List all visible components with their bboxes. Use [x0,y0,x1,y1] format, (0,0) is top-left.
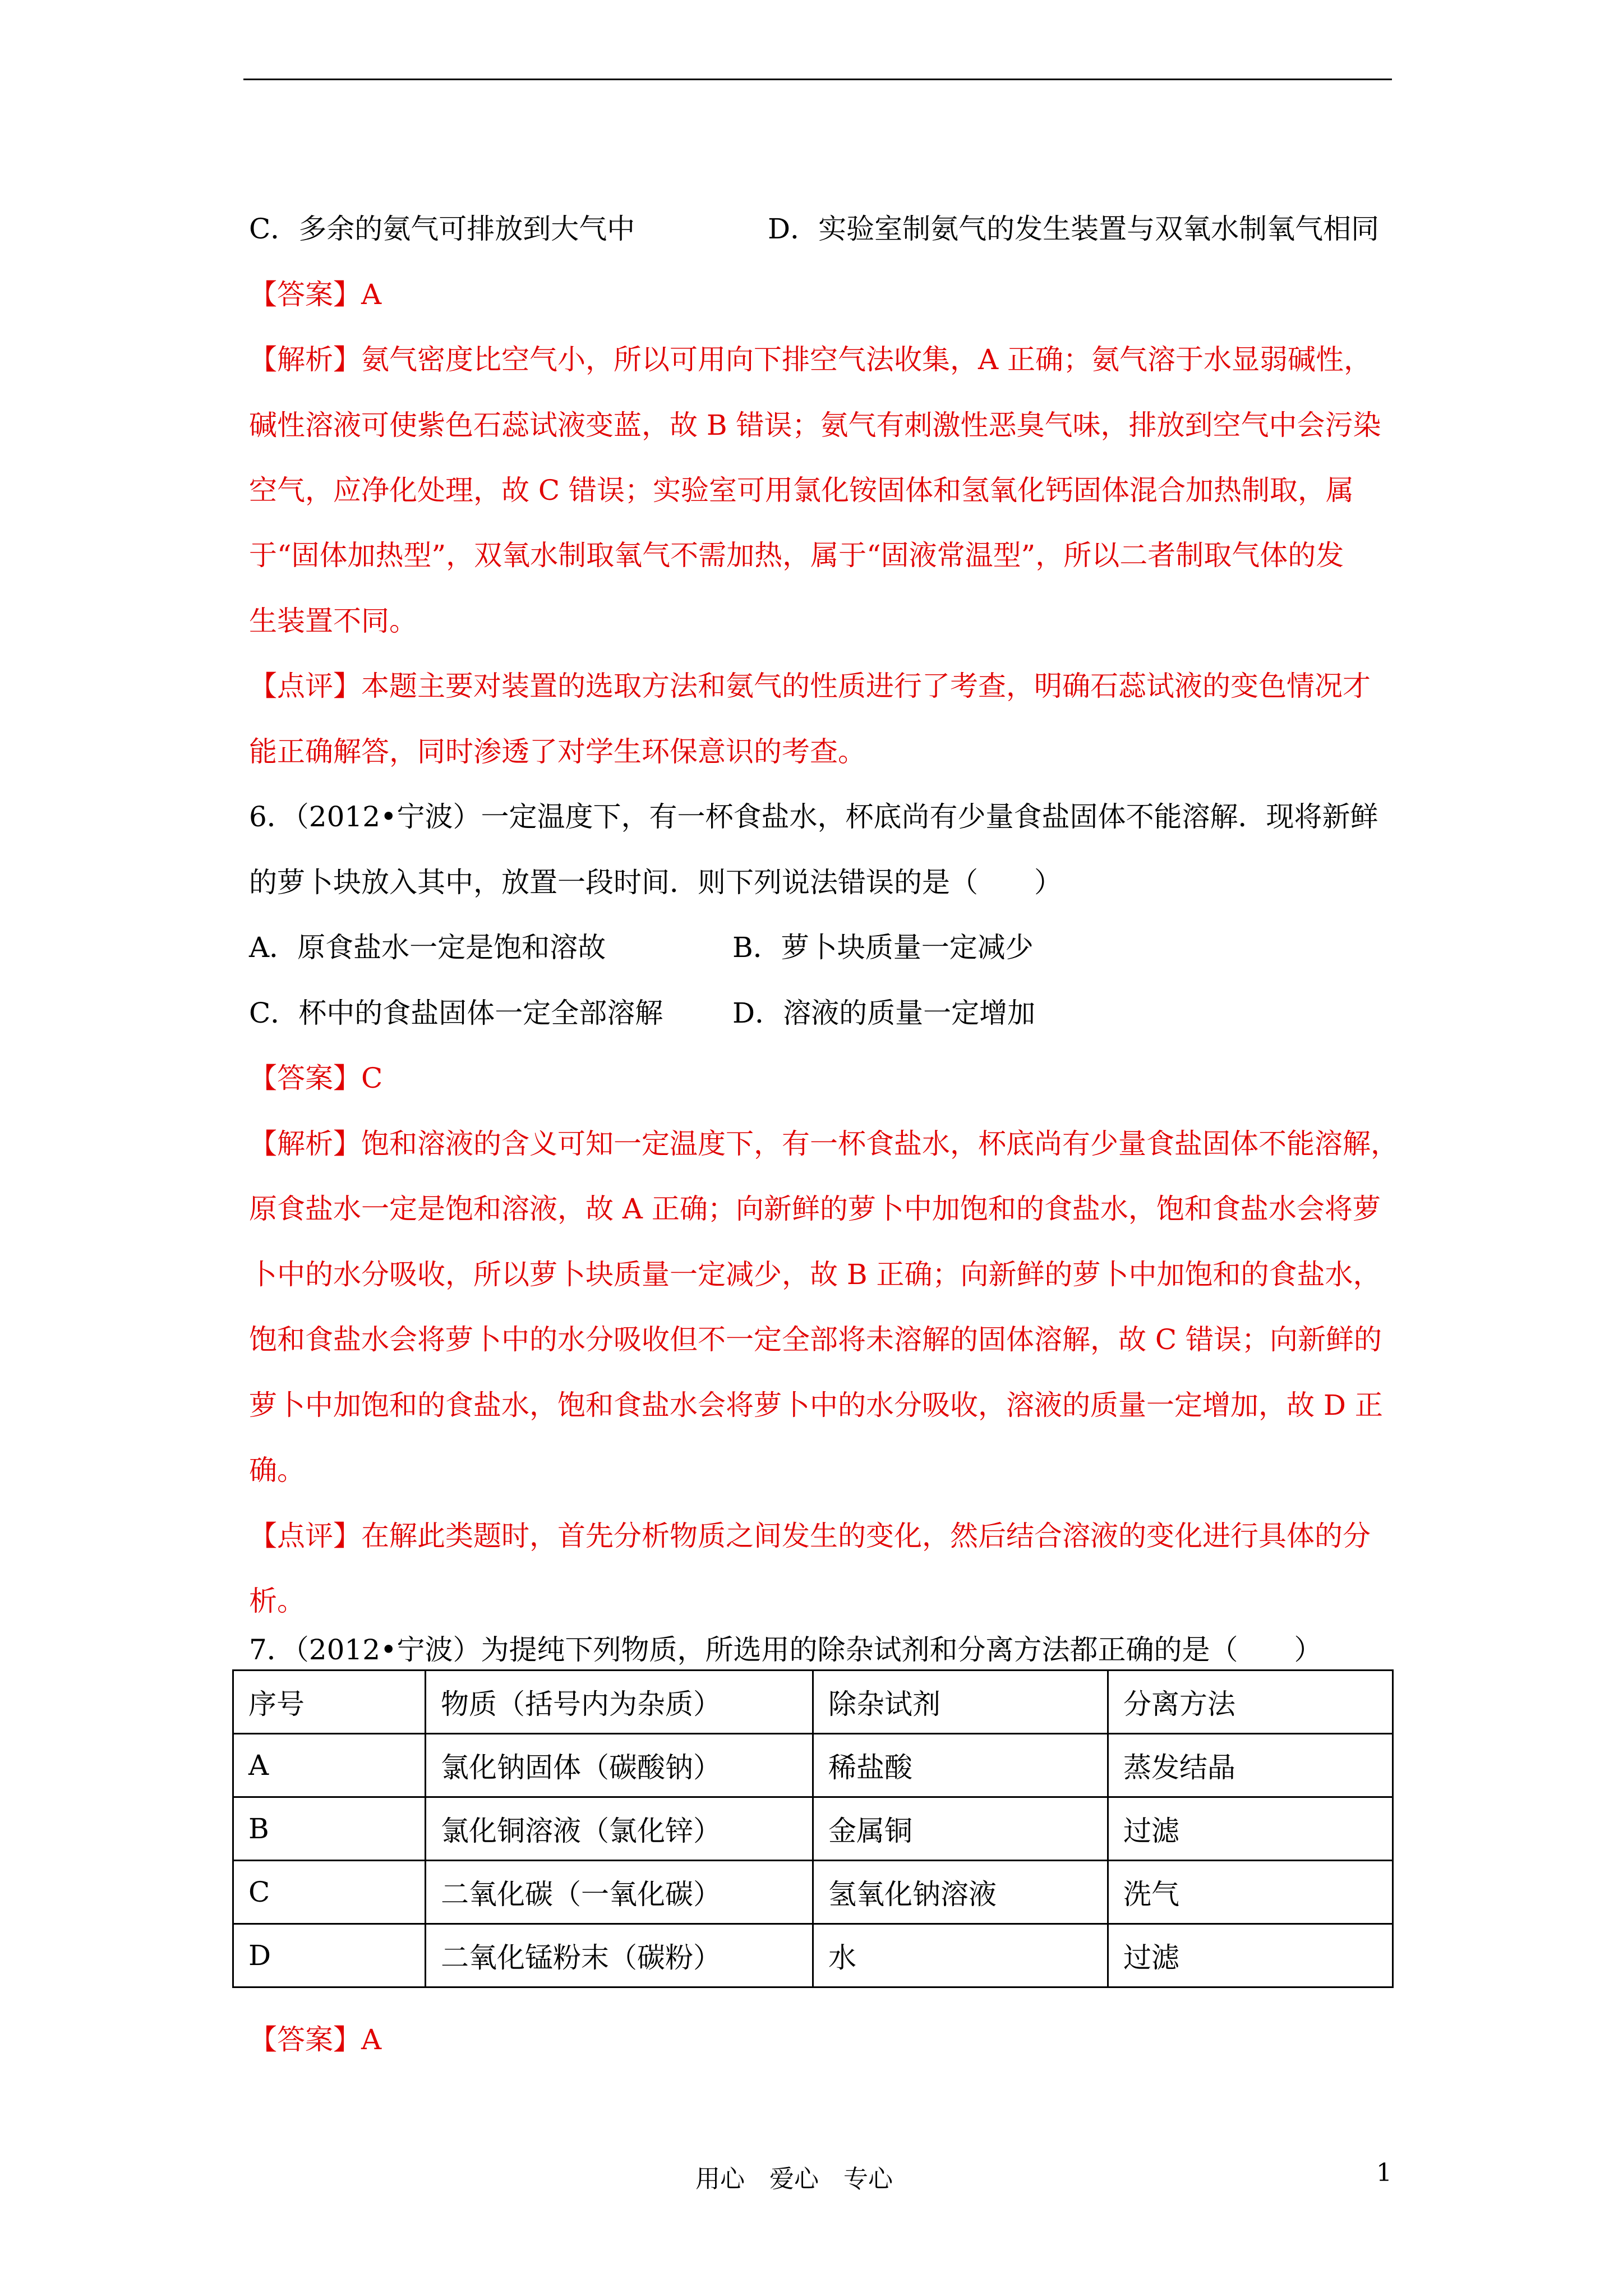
analysis-tag: 【解析】 [249,1128,361,1160]
table-cell: 蒸发结晶 [1108,1734,1393,1797]
q6-option-b: B．萝卜块质量一定减少 [732,931,1034,964]
answer-value: A [361,278,382,311]
table-row [233,1861,1393,1924]
q5-analysis-line: 生装置不同。 [249,605,417,637]
page-number: 1 [1376,2159,1392,2187]
table-row [233,1734,1393,1797]
table-cell: C [233,1861,426,1924]
q6-analysis-line: 饱和食盐水会将萝卜中的水分吸收但不一定全部将未溶解的固体溶解，故 C 错误；向新鲜的 [249,1323,1382,1356]
table-header-cell: 物质（括号内为杂质） [426,1671,813,1734]
answer-value: A [361,2023,382,2056]
table-cell: 过滤 [1108,1924,1393,1987]
q6-option-c: C．杯中的食盐固体一定全部溶解 [249,997,663,1029]
q6-analysis-line [249,1127,1399,1161]
q7-stem: 7．（2012•宁波）为提纯下列物质，所选用的除杂试剂和分离方法都正确的是（ ） [249,1634,1322,1666]
q6-analysis-line: 确。 [249,1454,305,1487]
q5-analysis-line: 碱性溶液可使紫色石蕊试液变蓝，故 B 错误；氨气有刺激性恶臭气味，排放到空气中会污染 [249,409,1381,441]
table-header-cell: 分离方法 [1108,1671,1393,1734]
q6-answer [249,1061,382,1095]
q5-option-c: C．多余的氨气可排放到大气中 [249,213,635,245]
answer-tag: 【答案】 [249,1062,361,1094]
q5-analysis-line [249,343,1372,376]
table-header-row [233,1671,1393,1734]
table-cell: 金属铜 [813,1797,1108,1861]
table-cell: 氢氧化钠溶液 [813,1861,1108,1924]
comment-text: 在解此类题时，首先分析物质之间发生的变化，然后结合溶液的变化进行具体的分 [361,1520,1371,1552]
q6-analysis-line: 卜中的水分吸收，所以萝卜块质量一定减少，故 B 正确；向新鲜的萝卜中加饱和的食盐水， [249,1258,1381,1291]
table-row [233,1797,1393,1861]
answer-value: C [361,1062,383,1094]
analysis-tag: 【解析】 [249,343,361,376]
q6-option-a: A．原食盐水一定是饱和溶故 [249,931,606,964]
q6-analysis-line: 原食盐水一定是饱和溶液，故 A 正确；向新鲜的萝卜中加饱和的食盐水，饱和食盐水会将萝 [249,1193,1381,1225]
table-header-cell: 除杂试剂 [813,1671,1108,1734]
answer-tag: 【答案】 [249,278,361,311]
analysis-text: 饱和溶液的含义可知一定温度下，有一杯食盐水，杯底尚有少量食盐固体不能溶解， [361,1128,1399,1160]
q7-options-table [232,1669,1394,1988]
q6-stem-line: 6．（2012•宁波）一定温度下，有一杯食盐水，杯底尚有少量食盐固体不能溶解．现将新鲜 [249,800,1378,833]
q7-answer [249,2023,381,2056]
table-cell: 水 [813,1924,1108,1987]
table-cell: D [233,1924,426,1987]
analysis-text: 氨气密度比空气小，所以可用向下排空气法收集，A 正确；氨气溶于水显弱碱性， [361,343,1372,376]
table-row [233,1924,1393,1987]
q5-analysis-line: 于“固体加热型”，双氧水制取氧气不需加热，属于“固液常温型”，所以二者制取气体的发 [249,539,1344,572]
table-cell: 氯化铜溶液（氯化锌） [426,1797,813,1861]
table-cell: 洗气 [1108,1861,1393,1924]
q6-option-d: D．溶液的质量一定增加 [732,997,1036,1029]
table-cell: 二氧化锰粉末（碳粉） [426,1924,813,1987]
comment-tag: 【点评】 [249,670,361,702]
table-header-cell: 序号 [233,1671,426,1734]
table-cell: 氯化钠固体（碳酸钠） [426,1734,813,1797]
q6-analysis-line: 萝卜中加饱和的食盐水，饱和食盐水会将萝卜中的水分吸收，溶液的质量一定增加，故 D 正 [249,1389,1383,1421]
table-cell: B [233,1797,426,1861]
table-cell: 二氧化碳（一氧化碳） [426,1861,813,1924]
q5-option-d: D．实验室制氨气的发生装置与双氧水制氧气相同 [768,213,1380,245]
comment-tag: 【点评】 [249,1520,361,1552]
footer-motto: 用心 爱心 专心 [695,2165,893,2193]
q6-comment-line: 析。 [249,1585,305,1617]
comment-text: 本题主要对装置的选取方法和氨气的性质进行了考查，明确石蕊试液的变色情况才 [361,670,1371,702]
table-cell: A [233,1734,426,1797]
answer-tag: 【答案】 [249,2023,361,2056]
q5-analysis-line: 空气，应净化处理，故 C 错误；实验室可用氯化铵固体和氢氧化钙固体混合加热制取，属 [249,474,1354,507]
q5-comment-line: 能正确解答，同时渗透了对学生环保意识的考查。 [249,735,866,768]
table-cell: 过滤 [1108,1797,1393,1861]
q6-comment-line [249,1519,1371,1553]
q5-comment-line [249,669,1371,703]
table-cell: 稀盐酸 [813,1734,1108,1797]
q6-stem-line: 的萝卜块放入其中，放置一段时间．则下列说法错误的是（ ） [249,866,1062,899]
header-rule [243,79,1392,80]
q5-answer [249,278,381,311]
